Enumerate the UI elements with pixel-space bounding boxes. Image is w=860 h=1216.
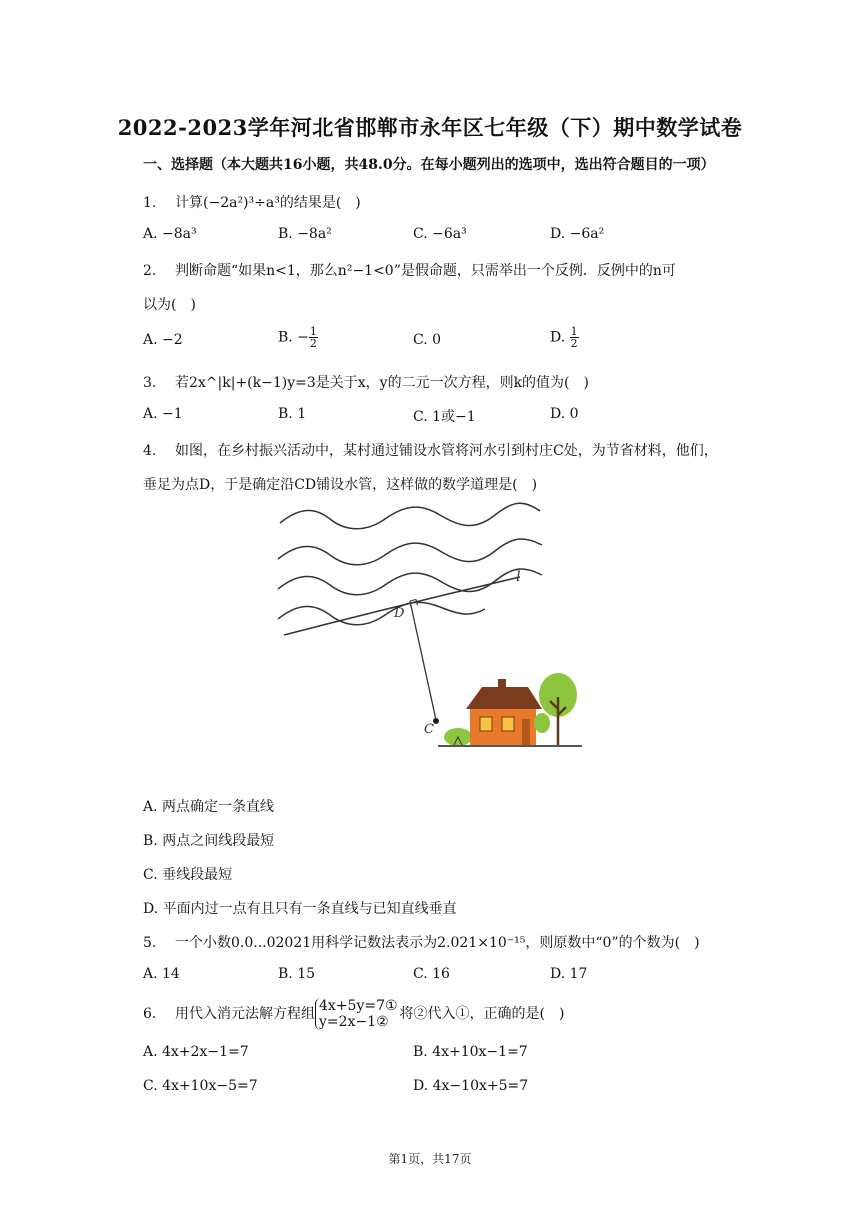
equation-2: y=2x−1② [319, 1014, 389, 1030]
door [522, 719, 530, 745]
equation-1: 4x+5y=7① [319, 998, 398, 1014]
option-a: A. −2 [143, 332, 183, 348]
fraction-denominator: 2 [309, 337, 317, 350]
question-3 [143, 372, 589, 392]
question-5 [143, 932, 700, 952]
window-right [502, 717, 514, 731]
option-a: A. 14 [143, 966, 180, 982]
option-c: C. 1或−1 [413, 409, 476, 425]
option-a: A. −1 [143, 406, 183, 422]
option-a: A. 两点确定一条直线 [143, 799, 275, 815]
question-stem: 若2x^|k|+(k−1)y=3是关于x，y的二元一次方程，则k的值为( ) [175, 375, 589, 391]
option-d: D. 平面内过一点有且只有一条直线与已知直线垂直 [143, 901, 457, 917]
option-b: B. 15 [278, 966, 316, 982]
label-l: l [516, 569, 521, 585]
option-b [278, 326, 318, 349]
option-c: C. 垂线段最短 [143, 867, 233, 883]
fraction [309, 326, 318, 349]
chimney [498, 679, 506, 691]
option-b: B. −8a² [278, 226, 332, 242]
fraction-numerator: 1 [570, 325, 578, 338]
option-c: C. 4x+10x−5=7 [143, 1078, 258, 1094]
question-4 [143, 440, 718, 460]
question-number: 3. [143, 375, 157, 391]
question-stem-line1: 判断命题“如果n<1，那么n²−1<0”是假命题，只需举出一个反例．反例中的n可 [175, 263, 676, 279]
option-b: B. 两点之间线段最短 [143, 833, 275, 849]
fraction-denominator: 2 [570, 337, 578, 350]
question-stem-post: 将②代入①，正确的是( ) [399, 1006, 565, 1022]
option-b: B. 4x+10x−1=7 [413, 1044, 528, 1060]
question-6 [143, 998, 564, 1030]
fraction-numerator: 1 [309, 325, 317, 338]
option-c: C. 0 [413, 332, 442, 348]
question-number: 6. [143, 1006, 157, 1022]
option-d: D. 17 [550, 966, 588, 982]
option-b: B. 1 [278, 406, 307, 422]
window-left [480, 717, 492, 731]
small-tree-icon [534, 713, 550, 733]
question-number: 2. [143, 263, 157, 279]
section-heading: 一、选择题（本大题共16小题，共48.0分。在每小题列出的选项中，选出符合题目的一项） [143, 157, 715, 173]
question-stem-line1: 如图，在乡村振兴活动中，某村通过铺设水管将河水引到村庄C处，为节省材料，他们， [175, 443, 718, 459]
question-number: 5. [143, 935, 157, 951]
option-d: D. 4x−10x+5=7 [413, 1078, 529, 1094]
question-number: 1. [143, 195, 157, 211]
wave-2 [278, 539, 542, 565]
fraction [570, 326, 579, 349]
option-a: A. 4x+2x−1=7 [143, 1044, 249, 1060]
river-waves [278, 503, 542, 625]
question-stem-pre: 用代入消元法解方程组 [175, 1006, 315, 1022]
option-b-label: B. − [278, 329, 309, 346]
wave-4 [278, 602, 485, 624]
option-c: C. −6a³ [413, 226, 467, 242]
option-d: D. −6a² [550, 226, 605, 242]
question-2 [143, 260, 676, 280]
option-d: D. 0 [550, 406, 579, 422]
label-D: D [394, 606, 405, 621]
option-d [550, 326, 579, 349]
question-number: 4. [143, 443, 157, 459]
village-house [438, 673, 582, 746]
question-2-line2: 以为( ) [143, 297, 196, 313]
page-footer: 第1页，共17页 [388, 1152, 472, 1166]
option-c: C. 16 [413, 966, 450, 982]
question-stem: 一个小数0.0...02021用科学记数法表示为2.021×10⁻¹⁵，则原数中“0”的个数为( ) [175, 935, 700, 951]
wave-1 [280, 503, 540, 529]
question-stem: 计算(−2a²)³÷a³的结果是( ) [175, 195, 361, 211]
question-4-line2: 垂足为点D，于是确定沿CD铺设水管，这样做的数学道理是( ) [143, 477, 538, 493]
river-village-figure [270, 497, 590, 759]
question-1 [143, 192, 361, 212]
page-title: 2022-2023学年河北省邯郸市永年区七年级（下）期中数学试卷 [117, 115, 743, 140]
segment-CD [410, 601, 436, 720]
option-a: A. −8a³ [143, 226, 197, 242]
option-d-label: D. [550, 329, 570, 346]
label-C: C [424, 722, 434, 737]
equation-system [315, 998, 398, 1030]
